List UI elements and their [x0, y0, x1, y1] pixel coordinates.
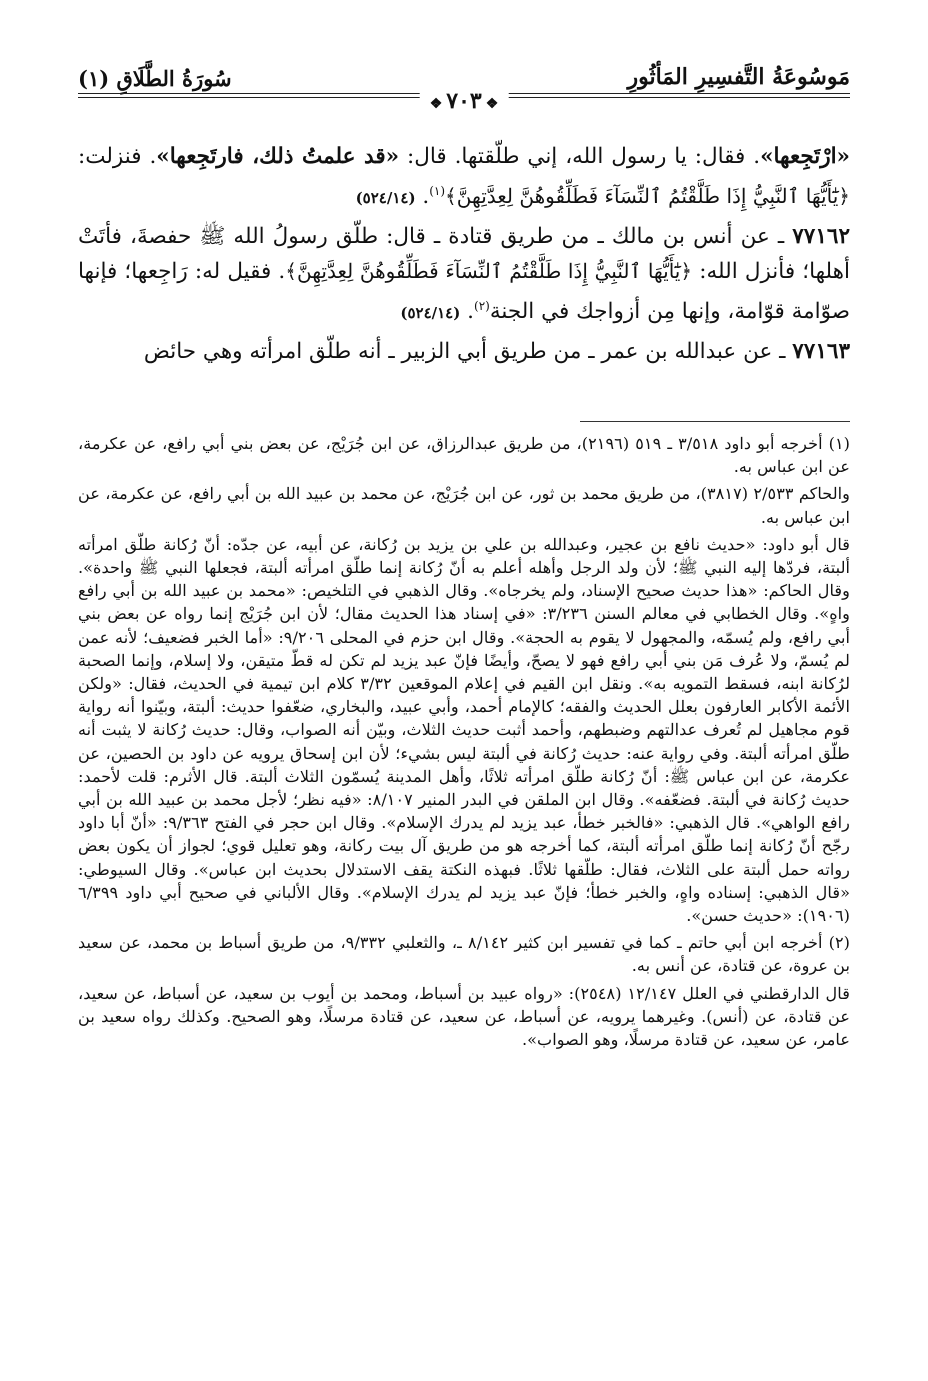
page-number-block [420, 88, 509, 114]
footnote: والحاكم ٢/٥٣٣ (٣٨١٧)، من طريق محمد بن ثور، عن ابن جُرَيْج، عن محمد بن عبيد الله بن أبي رافع، عن عكرمة، عن ابن عباس به. [78, 484, 850, 527]
quran-verse: ﴿يَٰٓأَيُّهَا ٱلنَّبِيُّ إِذَا طَلَّقْتُمُ ٱلنِّسَآءَ فَطَلِّقُوهُنَّ لِعِدَّتِهِنَّ﴾ [445, 184, 850, 209]
hadith-number: ٧٧١٦٣ [792, 338, 850, 364]
footnote: قال أبو داود: «حديث نافع بن عجير، وعبدالله بن علي بن يزيد بن رُكانة، عن أبيه، عن جدّه: أنّ رُكانة طلّق امرأته ألبتة، فردّها إليه النبي ﷺ؛ لأن ولد الرجل وأهله أعلم به أنّ رُكانة إنما طلّق امرأته ألبتة، فجعلها النبي ﷺ واحدة». وقال الحاكم: «هذا حديث صحيح الإسناد، ولم يخرجاه». وقال الذهبي في التلخيص: «محمد بن عبيد الله بن أبي رافع واهٍ». وقال الخطابي في معالم السنن ٣/٢٣٦: «في إسناد هذا الحديث مقال؛ لأن ابن جُرَيْج إنما رواه عن بعض بني أبي رافع، ولم يُسمّه، والمجهول لا يقوم به الحجة». وقال ابن حزم في المحلى ٩/٢٠٦: «أما الخبر فضعيف؛ لأنه عمن لم يُسمّ، ولا عُرف مَن بني أبي رافع فهو لا يصحّ، وأيضًا فإنّ عبد يزيد لم تكن له قطّ متيقن، ولا إسلام، وإنما الصحبة لرُكانة ابنه، فسقط التمويه به». ونقل ابن القيم في إعلام الموقعين ٣/٣٢ كلام ابن تيمية في الحديث، فقال: «ولكن الأئمة الأكابر العارفون بعلل الحديث والفقه؛ كالإمام أحمد، وأبي عبيد، والبخاري، ضعّفوا حديث: ألبتة، وبيّنوا أنه رواية قوم مجاهيل لم تُعرف عدالتهم وضبطهم، وأحمد أثبت حديث الثلاث، وبيّن أنه الصواب، وقال: حديث رُكانة لا يثبت أنه طلّق امرأته ألبتة. وفي رواية عنه: حديث رُكانة في ألبتة ليس بشيء؛ لأن ابن إسحاق يرويه عن داود بن الحصين، عن عكرمة، عن ابن عباس ﷺ: أنّ رُكانة طلّق امرأته ثلاثًا، وأهل المدينة يُسمّون الثلاث ألبتة. قال الأثرم: قلت لأحمد: حديث رُكانة في ألبتة. فضعّفه». وقال ابن الملقن في البدر المنير ٨/١٠٧: «فيه نظر؛ لأجل محمد بن عبيد الله بن أبي رافع الواهي». قال الذهبي: «فالخبر خطأ، عبد يزيد لم يدرك الإسلام». وقال ابن حجر في الفتح ٩/٣٦٣: «أنّ أبا داود رجّح أنّ رُكانة إنما طلّق امرأته ألبتة، كما أخرجه هو من طريق آل بيت ركانة، وهو تعليل قوي؛ لجواز أن يكون بعض رواته حمل ألبتة على الثلاث، فقال: طلّقها ثلاثًا. فبهذه النكتة يقف الاستدلال بحديث ابن عباس». وقال السيوطي: «قال الذهبي: إسناده واهٍ، والخبر خطأ؛ فإنّ عبد يزيد لم يدرك الإسلام». وقال الألباني في صحيح أبي داود ٦/٣٩٩ (١٩٠٦): «حديث حسن». [78, 534, 850, 926]
footnote: (٢) أخرجه ابن أبي حاتم ـ كما في تفسير ابن كثير ٨/١٤٢ ـ، والثعلبي ٩/٣٣٢، من طريق أسباط بن محمد، عن سعيد بن عروة، عن قتادة، عن أنس به. [78, 933, 850, 976]
ornament-icon: ❖ [485, 96, 499, 112]
text: ـ عن عبدالله بن عمر ـ من طريق أبي الزبير ـ أنه طلّق امرأته وهي حائض [143, 338, 793, 364]
book-title: مَوسُوعَةُ التَّفسِيرِ المَأثُورِ [627, 64, 850, 90]
text: . فقال: يا رسول الله، إني طلّقتها. قال: [399, 144, 761, 169]
footnote-separator [580, 421, 850, 422]
text: . فنزلت: [78, 144, 157, 169]
page-header [78, 60, 850, 116]
paragraph-3 [78, 335, 850, 369]
footnote-ref: (٢) [474, 299, 490, 314]
text: ـ عن أنس بن مالك ـ من طريق قتادة ـ قال: طلّق رسولُ الله ﷺ حفصةَ، فأتَتْ أهلها؛ فأنزل الله: [78, 223, 850, 285]
paragraph-2 [78, 220, 850, 331]
quote: «قد علمتُ ذلك، فارتَجِعها» [156, 144, 400, 169]
quran-verse: ﴿يَٰٓأَيُّهَا ٱلنَّبِيُّ إِذَا طَلَّقْتُمُ ٱلنِّسَآءَ فَطَلِّقُوهُنَّ لِعِدَّتِهِنَّ﴾ [285, 259, 693, 284]
ornament-icon: ❖ [429, 96, 443, 112]
footnote: قال الدارقطني في العلل ١٢/١٤٧ (٢٥٤٨): «رواه عبيد بن أسباط، ومحمد بن أيوب بن سعيد، عن أسباط، عن سعيد، عن قتادة، عن (أنس). وغيرهما يرويه، عن أسباط، عن سعيد، عن قتادة مرسلًا، وهو الصحيح. وكذلك رواه سعيد بن عامر، عن سعيد، عن قتادة مرسلًا، وهو الصواب». [78, 983, 850, 1050]
footnote: (١) أخرجه أبو داود ٣/٥١٨ ـ ٥١٩ (٢١٩٦)، من طريق عبدالرزاق، عن ابن جُرَيْج، عن بعض بني أبي رافع، عن عكرمة، عن ابن عباس به. [78, 434, 850, 477]
hadith-number: ٧٧١٦٢ [792, 223, 850, 249]
surah-title: سُورَةُ الطَّلَاقِ (١) [78, 66, 232, 91]
footnotes [78, 432, 850, 1055]
volume-reference: (٥٢٤/١٤) [400, 304, 461, 323]
footnote-ref: (١) [429, 184, 446, 199]
paragraph-1 [78, 140, 850, 216]
text: . فقيل له: رَاجِعها؛ فإنها صوّامة قوّامة، وإنها مِن أزواجك في الجنة [78, 259, 850, 325]
main-text [78, 140, 850, 369]
quote: «ارْتَجِعها» [760, 144, 850, 169]
text: . [460, 299, 475, 325]
volume-reference: (٥٢٤/١٤) [355, 189, 416, 208]
text: . [415, 184, 430, 210]
page-number: ٧٠٣ [446, 88, 482, 114]
